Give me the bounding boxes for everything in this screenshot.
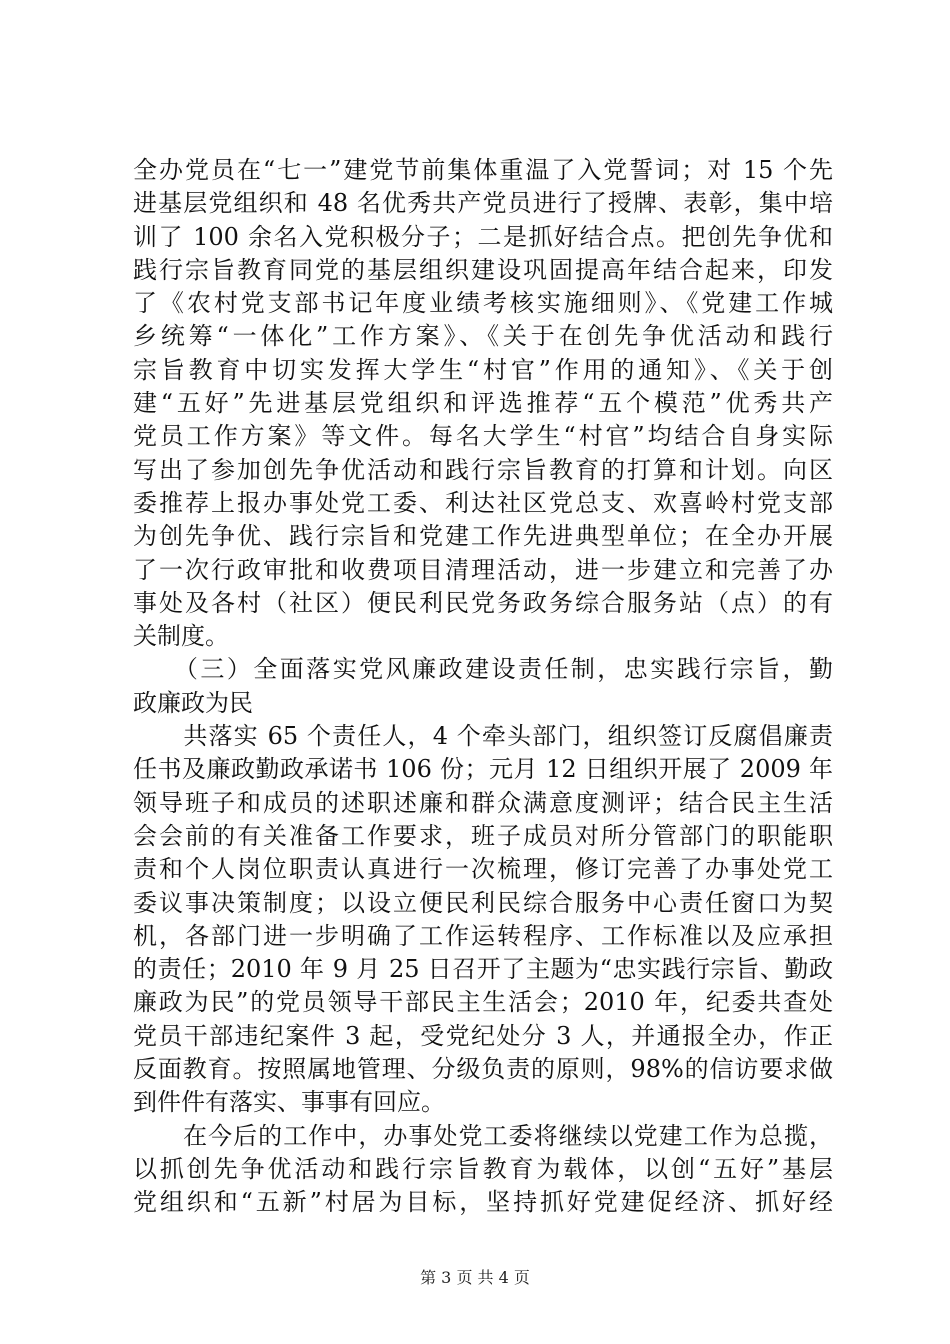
text-line: 写出了参加创先争优活动和践行宗旨教育的打算和计划。向区 <box>133 455 833 484</box>
text-line: 的责任；2010 年 9 月 25 日召开了主题为“忠实践行宗旨、勤政 <box>133 955 833 984</box>
text-line: 廉政为民”的党员领导干部民主生活会；2010 年，纪委共查处 <box>133 988 833 1017</box>
text-line: 关制度。 <box>133 622 229 651</box>
section-heading-line: 政廉政为民 <box>133 688 253 717</box>
section-heading-line: （三）全面落实党风廉政建设责任制，忠实践行宗旨，勤 <box>133 655 833 684</box>
text-line: 为创先争优、践行宗旨和党建工作先进典型单位；在全办开展 <box>133 522 833 551</box>
text-line: 委议事决策制度；以设立便民利民综合服务中心责任窗口为契 <box>133 888 833 917</box>
document-body <box>133 154 833 1220</box>
text-line: 了一次行政审批和收费项目清理活动，进一步建立和完善了办 <box>133 555 833 584</box>
text-line: 共落实 65 个责任人，4 个牵头部门，组织签订反腐倡廉责 <box>133 722 833 751</box>
text-line: 反面教育。按照属地管理、分级负责的原则，98%的信访要求做 <box>133 1055 833 1084</box>
text-line: 委推荐上报办事处党工委、利达社区党总支、欢喜岭村党支部 <box>133 488 833 517</box>
text-line: 在今后的工作中，办事处党工委将继续以党建工作为总揽， <box>133 1121 833 1150</box>
text-line: 乡统筹“一体化”工作方案》、《关于在创先争优活动和践行 <box>133 322 833 351</box>
text-line: 党员干部违纪案件 3 起，受党纪处分 3 人，并通报全办，作正 <box>133 1021 833 1050</box>
text-line: 责和个人岗位职责认真进行一次梳理，修订完善了办事处党工 <box>133 855 833 884</box>
text-line: 建“五好”先进基层党组织和评选推荐“五个模范”优秀共产 <box>133 389 833 418</box>
text-line: 机，各部门进一步明确了工作运转程序、工作标准以及应承担 <box>133 921 833 950</box>
text-line: 训了 100 余名入党积极分子；二是抓好结合点。把创先争优和 <box>133 222 833 251</box>
text-line: 领导班子和成员的述职述廉和群众满意度测评；结合民主生活 <box>133 788 833 817</box>
text-line: 任书及廉政勤政承诺书 106 份；元月 12 日组织开展了 2009 年 <box>133 755 833 784</box>
text-line: 党组织和“五新”村居为目标，坚持抓好党建促经济、抓好经 <box>133 1188 833 1217</box>
text-line: 事处及各村（社区）便民利民党务政务综合服务站（点）的有 <box>133 588 833 617</box>
text-line: 了《农村党支部书记年度业绩考核实施细则》、《党建工作城 <box>133 289 833 318</box>
text-line: 到件件有落实、事事有回应。 <box>133 1088 445 1117</box>
text-line: 党员工作方案》等文件。每名大学生“村官”均结合自身实际 <box>133 422 833 451</box>
text-line: 会会前的有关准备工作要求，班子成员对所分管部门的职能职 <box>133 821 833 850</box>
page-number-footer: 第 3 页 共 4 页 <box>420 1268 530 1287</box>
text-line: 进基层党组织和 48 名优秀共产党员进行了授牌、表彰，集中培 <box>133 189 833 218</box>
text-line: 全办党员在“七一”建党节前集体重温了入党誓词；对 15 个先 <box>133 156 833 184</box>
text-line: 宗旨教育中切实发挥大学生“村官”作用的通知》、《关于创 <box>133 355 833 384</box>
text-line: 以抓创先争优活动和践行宗旨教育为载体，以创“五好”基层 <box>133 1154 833 1183</box>
text-line: 践行宗旨教育同党的基层组织建设巩固提高年结合起来，印发 <box>133 255 833 284</box>
